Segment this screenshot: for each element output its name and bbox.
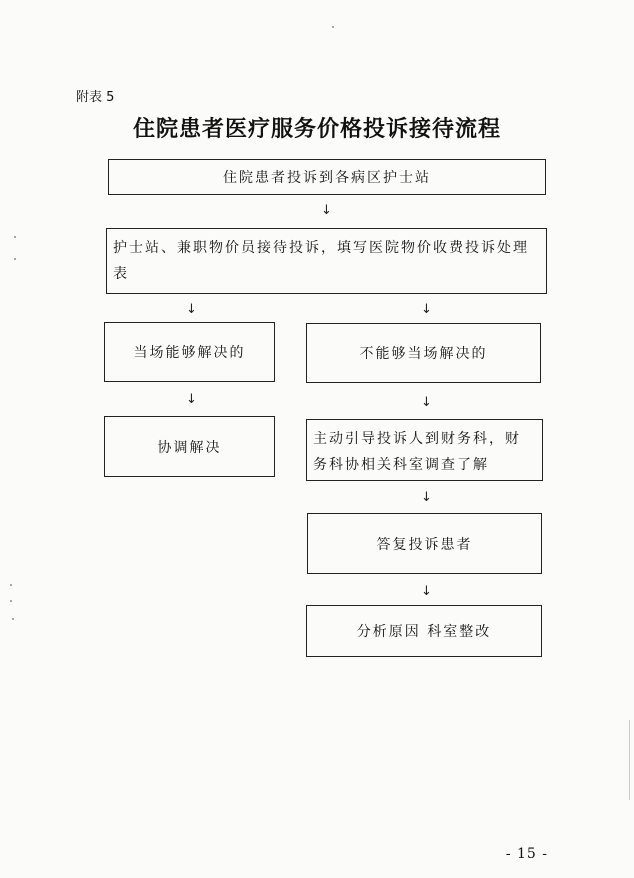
step-guide-text: 主动引导投诉人到财务科，财务科协相关科室调查了解	[313, 431, 521, 473]
arrow-down-icon: ↓	[421, 302, 432, 317]
page-title: 住院患者医疗服务价格投诉接待流程	[132, 116, 501, 142]
scan-speck	[10, 600, 12, 602]
scan-speck	[10, 584, 12, 586]
step-start-box	[108, 159, 546, 195]
step-reply-text: 答复投诉患者	[376, 536, 473, 553]
step-can-solve-box	[104, 322, 275, 382]
step-reception-box	[106, 228, 547, 294]
step-can-solve-text: 当场能够解决的	[133, 345, 246, 361]
arrow-down-icon: ↓	[421, 395, 432, 410]
step-cannot-solve-text: 不能够当场解决的	[359, 346, 488, 362]
annex-label: 附表 5	[76, 90, 115, 105]
arrow-down-icon: ↓	[186, 392, 197, 407]
step-guide-box	[306, 419, 543, 481]
step-coordinate-box	[104, 416, 275, 477]
scan-edge-line	[629, 720, 630, 800]
scan-speck	[14, 236, 16, 238]
step-reply-box	[307, 513, 542, 574]
page-number: - 15 -	[505, 846, 548, 862]
scan-speck	[12, 618, 14, 620]
step-coordinate-text: 协调解决	[157, 439, 222, 456]
arrow-down-icon: ↓	[421, 490, 432, 505]
step-analyze-box	[306, 605, 542, 657]
step-start-text: 住院患者投诉到各病区护士站	[223, 170, 431, 186]
scan-speck	[14, 258, 16, 260]
step-cannot-solve-box	[306, 323, 541, 383]
step-reception-text: 护士站、兼职物价员接待投诉，填写医院物价收费投诉处理表	[113, 240, 529, 282]
arrow-down-icon: ↓	[321, 203, 332, 218]
arrow-down-icon: ↓	[186, 302, 197, 317]
scan-speck	[332, 26, 334, 28]
step-analyze-text: 分析原因 科室整改	[356, 624, 492, 640]
arrow-down-icon: ↓	[421, 584, 432, 599]
